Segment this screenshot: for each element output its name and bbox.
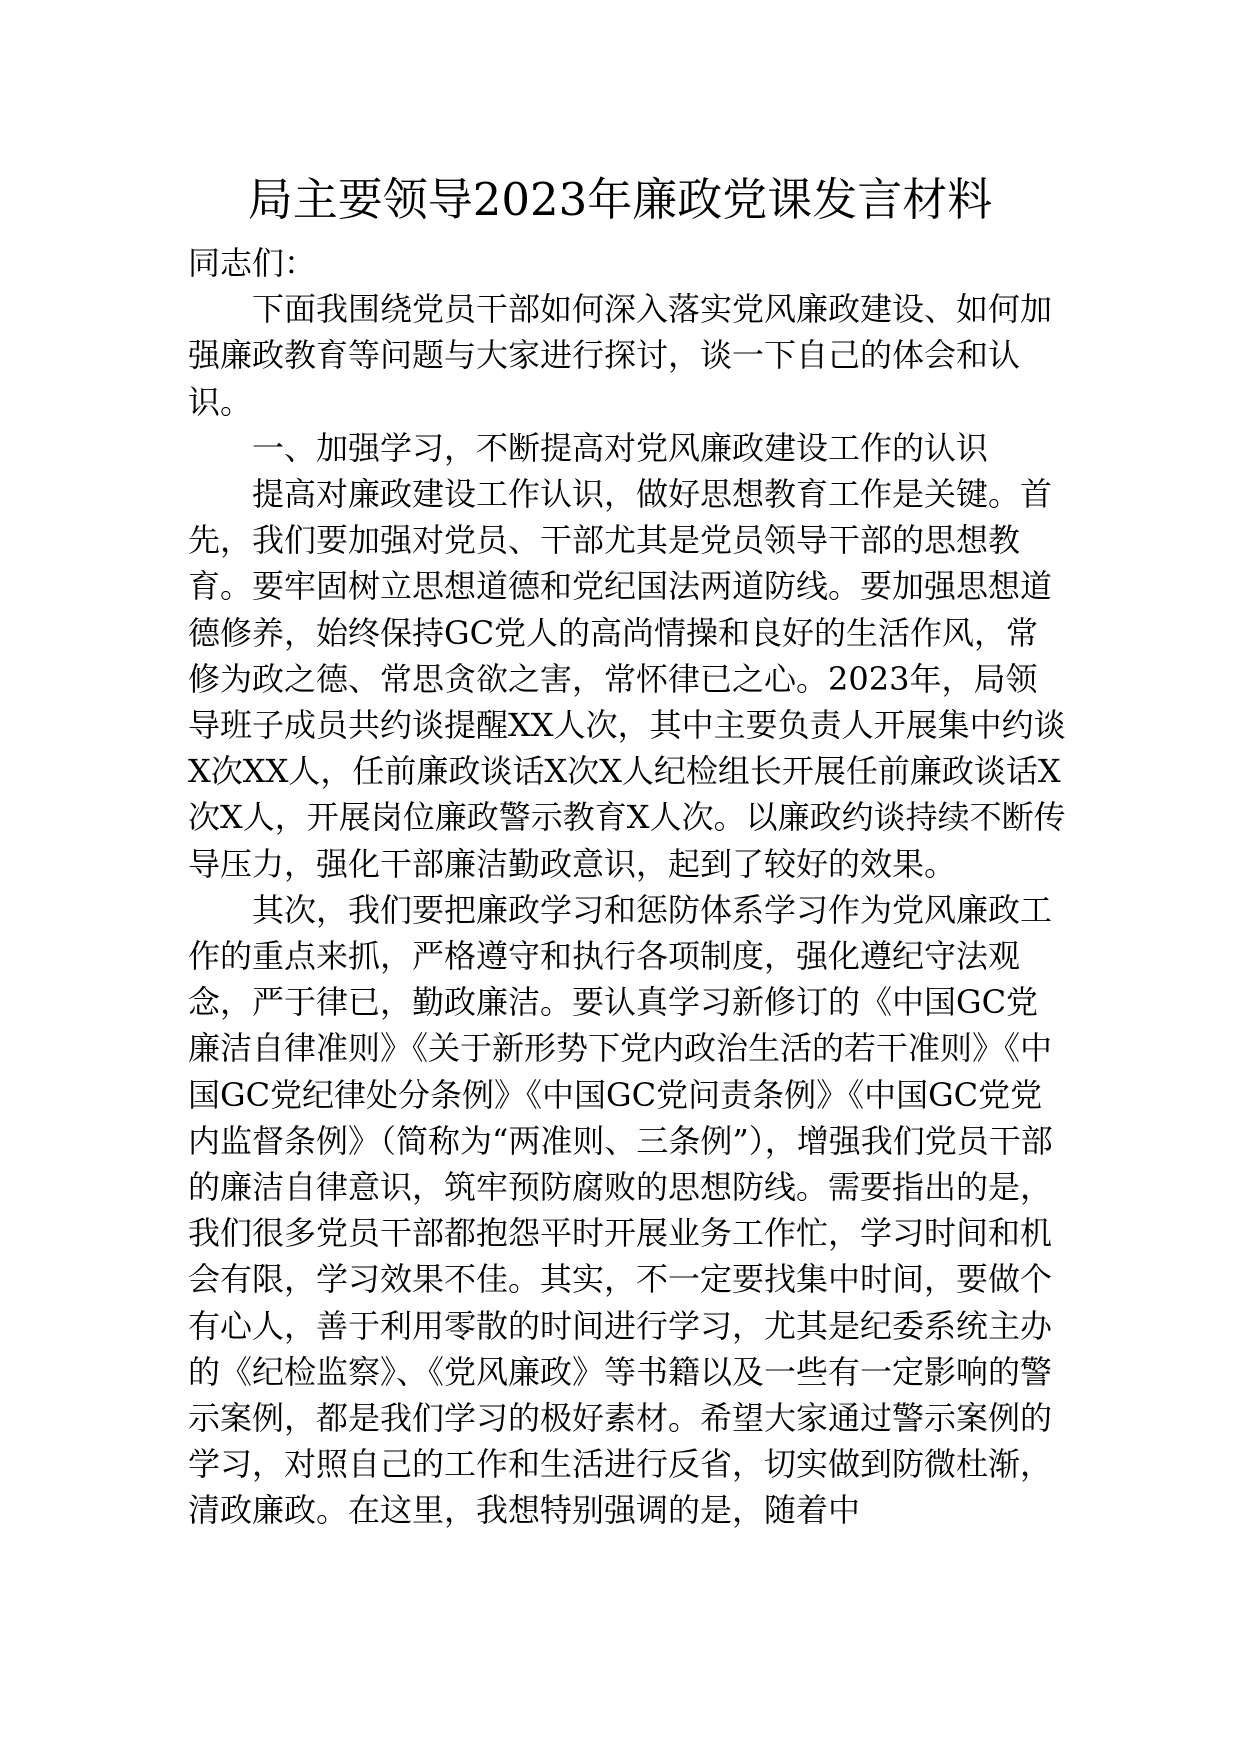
document-body: [188, 240, 1068, 1534]
salutation: 同志们：: [188, 244, 317, 282]
body-paragraph: 下面我围绕党员干部如何深入落实党风廉政建设、如何加强廉政教育等问题与大家进行探讨，谈一下自己的体会和认识。: [188, 290, 1053, 421]
body-paragraph: 提高对廉政建设工作认识，做好思想教育工作是关键。首先，我们要加强对党员、干部尤其是党员领导干部的思想教育。要牢固树立思想道德和党纪国法两道防线。要加强思想道德修养，始终保持GC党人的高尚情操和良好的生活作风，常修为政之德、常思贪欲之害，常怀律已之心。2023年，局领导班子成员共约谈提醒XX人次，其中主要负责人开展集中约谈X次XX人，任前廉政谈话X次X人纪检组长开展任前廉政谈话X次X人，开展岗位廉政警示教育X人次。以廉政约谈持续不断传导压力，强化干部廉洁勤政意识，起到了较好的效果。: [188, 475, 1066, 883]
section-heading: 一、加强学习，不断提高对党风廉政建设工作的认识: [252, 428, 989, 467]
document-title: 局主要领导2023年廉政党课发言材料: [247, 173, 993, 226]
body-paragraph: 其次，我们要把廉政学习和惩防体系学习作为党风廉政工作的重点来抓，严格遵守和执行各项制度，强化遵纪守法观念，严于律已，勤政廉洁。要认真学习新修订的《中国GC党廉洁自律准则》《关于新形势下党内政治生活的若干准则》《中国GC党纪律处分条例》《中国GC党问责条例》《中国GC党党内监督条例》（简称为“两准则、三条例”），增强我们党员干部的廉洁自律意识，筑牢预防腐败的思想防线。需要指出的是，我们很多党员干部都抱怨平时开展业务工作忙，学习时间和机会有限，学习效果不佳。其实，不一定要找集中时间，要做个有心人，善于利用零散的时间进行学习，尤其是纪委系统主办的《纪检监察》、《党风廉政》等书籍以及一些有一定影响的警示案例，都是我们学习的极好素材。希望大家通过警示案例的学习，对照自己的工作和生活进行反省，切实做到防微杜渐，清政廉政。在这里，我想特别强调的是，随着中: [188, 890, 1053, 1530]
